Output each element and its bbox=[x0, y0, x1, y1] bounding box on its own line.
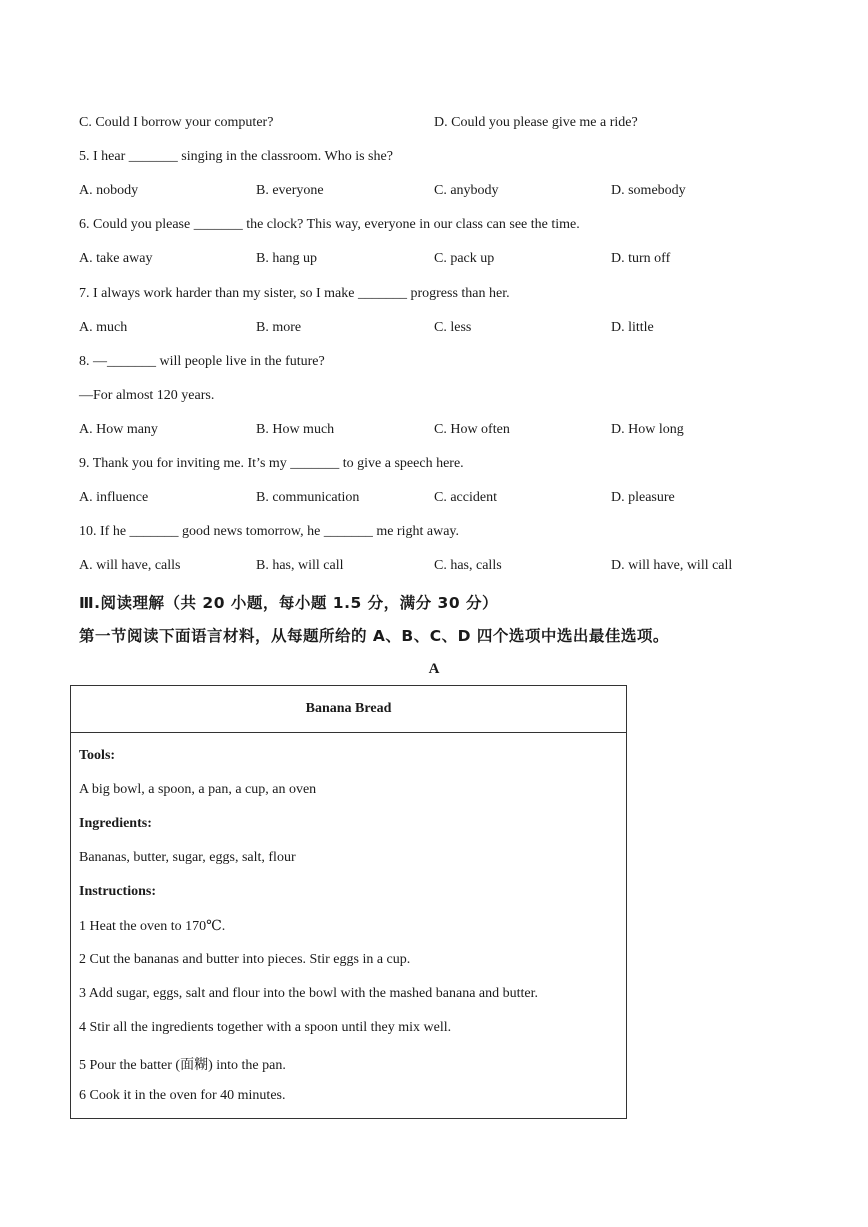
recipe-title: Banana Bread bbox=[305, 701, 392, 716]
q9-option-a: A. influence bbox=[79, 490, 149, 505]
q5-stem: 5. I hear _______ singing in the classroom. Who is she? bbox=[79, 149, 393, 164]
q10-option-b: B. has, will call bbox=[256, 558, 344, 573]
passage-label: A bbox=[428, 661, 440, 677]
tools-list: A big bowl, a spoon, a pan, a cup, an oven bbox=[79, 782, 317, 797]
recipe-header bbox=[71, 686, 626, 733]
q7-option-c: C. less bbox=[434, 320, 472, 335]
q7-option-a: A. much bbox=[79, 320, 128, 335]
q9-option-d: D. pleasure bbox=[611, 490, 675, 505]
q6-stem: 6. Could you please _______ the clock? This way, everyone in our class can see the time. bbox=[79, 217, 580, 232]
tools-heading: Tools: bbox=[79, 748, 116, 763]
q8-option-a: A. How many bbox=[79, 422, 158, 437]
instruction-step: 3 Add sugar, eggs, salt and flour into the bowl with the mashed banana and butter. bbox=[79, 986, 539, 1001]
q6-option-b: B. hang up bbox=[256, 251, 318, 266]
q5-option-a: A. nobody bbox=[79, 183, 139, 198]
q8-option-b: B. How much bbox=[256, 422, 335, 437]
q10-stem: 10. If he _______ good news tomorrow, he _______ me right away. bbox=[79, 524, 460, 539]
q6-option-c: C. pack up bbox=[434, 251, 495, 266]
instructions-heading: Instructions: bbox=[79, 884, 157, 899]
instruction-step: 1 Heat the oven to 170℃. bbox=[79, 919, 226, 934]
q5-option-c: C. anybody bbox=[434, 183, 499, 198]
q4-option-c: C. Could I borrow your computer? bbox=[79, 115, 274, 130]
q9-option-b: B. communication bbox=[256, 490, 360, 505]
q4-option-d: D. Could you please give me a ride? bbox=[434, 115, 638, 130]
q7-option-d: D. little bbox=[611, 320, 654, 335]
q8-option-d: D. How long bbox=[611, 422, 684, 437]
q10-option-a: A. will have, calls bbox=[79, 558, 181, 573]
instruction-step: 4 Stir all the ingredients together with a spoon until they mix well. bbox=[79, 1020, 452, 1035]
ingredients-heading: Ingredients: bbox=[79, 816, 152, 831]
recipe-table bbox=[70, 685, 627, 1119]
ingredients-list: Bananas, butter, sugar, eggs, salt, flour bbox=[79, 850, 296, 865]
q6-option-d: D. turn off bbox=[611, 251, 671, 266]
q8-option-c: C. How often bbox=[434, 422, 510, 437]
q10-option-c: C. has, calls bbox=[434, 558, 502, 573]
q5-option-b: B. everyone bbox=[256, 183, 324, 198]
q9-stem: 9. Thank you for inviting me. It’s my _______ to give a speech here. bbox=[79, 456, 464, 471]
instruction-step: 6 Cook it in the oven for 40 minutes. bbox=[79, 1088, 286, 1103]
section-instruction: 第一节阅读下面语言材料，从每题所给的 A、B、C、D 四个选项中选出最佳选项。 bbox=[79, 627, 669, 645]
q8-answer-line: —For almost 120 years. bbox=[79, 388, 215, 403]
section-heading: Ⅲ.阅读理解（共 20 小题，每小题 1.5 分，满分 30 分） bbox=[79, 594, 499, 612]
q8-stem: 8. —_______ will people live in the future? bbox=[79, 354, 325, 369]
instruction-step: 5 Pour the batter (面糊) into the pan. bbox=[79, 1058, 286, 1073]
q5-option-d: D. somebody bbox=[611, 183, 686, 198]
q7-option-b: B. more bbox=[256, 320, 302, 335]
q7-stem: 7. I always work harder than my sister, so I make _______ progress than her. bbox=[79, 286, 510, 301]
q6-option-a: A. take away bbox=[79, 251, 153, 266]
q10-option-d: D. will have, will call bbox=[611, 558, 733, 573]
instruction-step: 2 Cut the bananas and butter into pieces. Stir eggs in a cup. bbox=[79, 952, 411, 967]
q9-option-c: C. accident bbox=[434, 490, 497, 505]
